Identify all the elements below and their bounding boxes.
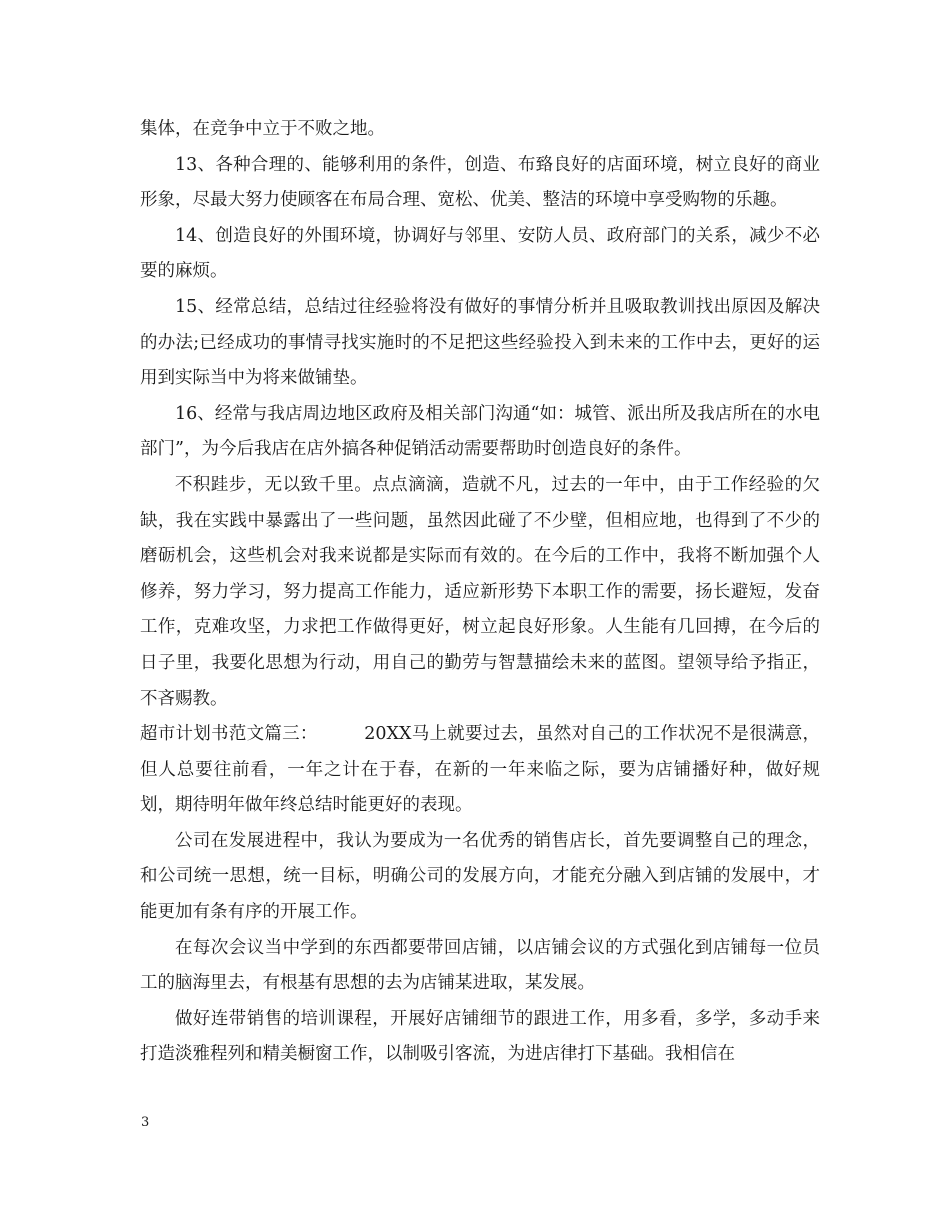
paragraph-item-16: 16、经常与我店周边地区政府及相关部门沟通“如：城管、派出所及我店所在的水电部门”，为今后我店在店外搞各种促销活动需要帮助时创造良好的条件。 xyxy=(140,403,820,460)
paragraph-item-13: 13、各种合理的、能够利用的条件，创造、布臵良好的店面环境，树立良好的商业形象，尽最大努力使顾客在布局合理、宽松、优美、整洁的环境中享受购物的乐趣。 xyxy=(140,154,820,211)
paragraph-conclusion: 不积跬步，无以致千里。点点滴滴，造就不凡，过去的一年中，由于工作经验的欠缺，我在实践中暴露出了一些问题，虽然因此碰了不少壁，但相应地，也得到了不少的磨砺机会，这些机会对我来说都是实际而有效的。在今后的工作中，我将不断加强个人修养，努力学习，努力提高工作能力，适应新形势下本职工作的需要，扬长避短，发奋工作，克难攻坚，力求把工作做得更好，树立起良好形象。人生能有几回搏，在今后的日子里，我要化思想为行动，用自己的勤劳与智慧描绘未来的蓝图。望领导给予指正，不吝赐教。 xyxy=(140,474,820,709)
section-intro-text: 20XX马上就要过去，虽然对自己的工作状况不是很满意，但人总要往前看，一年之计在于春，在新的一年来临之际，要为店铺播好种，做好规划，期待明年做年终总结时能更好的表现。 xyxy=(140,724,820,816)
paragraph-philosophy: 公司在发展进程中，我认为要成为一名优秀的销售店长，首先要调整自己的理念，和公司统一思想，统一目标，明确公司的发展方向，才能充分融入到店铺的发展中，才能更加有条有序的开展工作。 xyxy=(140,830,820,923)
page-number: 3 xyxy=(141,1115,150,1130)
document-body xyxy=(140,112,820,1073)
paragraph-continuation: 集体，在竞争中立于不败之地。 xyxy=(140,119,385,139)
paragraph-item-15: 15、经常总结，总结过往经验将没有做好的事情分析并且吸取教训找出原因及解决的办法;已经成功的事情寻找实施时的不足把这些经验投入到未来的工作中去，更好的运用到实际当中为将来做铺垫。 xyxy=(140,296,820,389)
section-paragraph xyxy=(140,717,820,824)
paragraph-training: 做好连带销售的培训课程，开展好店铺细节的跟进工作，用多看，多学，多动手来打造淡雅程列和精美橱窗工作，以制吸引客流，为进店律打下基础。我相信在 xyxy=(140,1008,820,1065)
paragraph-meetings: 在每次会议当中学到的东西都要带回店铺，以店铺会议的方式强化到店铺每一位员工的脑海里去，有根基有思想的去为店铺某进取，某发展。 xyxy=(140,937,820,994)
section-heading: 超市计划书范文篇三： xyxy=(140,724,318,745)
paragraph-item-14: 14、创造良好的外围环境，协调好与邻里、安防人员、政府部门的关系，减少不必要的麻烦。 xyxy=(140,225,820,282)
section-gap xyxy=(318,724,365,744)
